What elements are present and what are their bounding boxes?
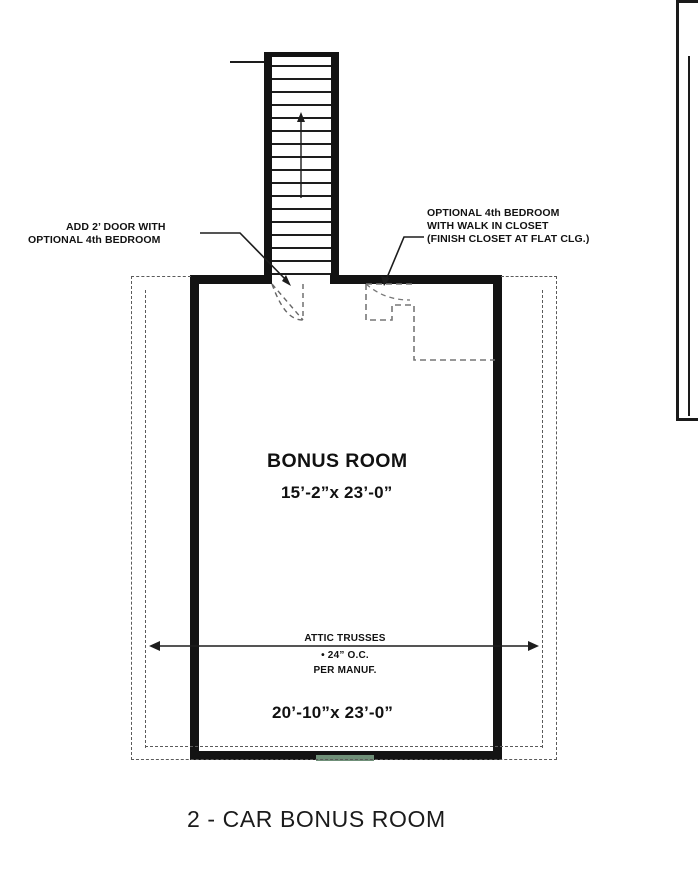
- dashed-outline-left: [131, 276, 132, 760]
- dashed-outline-top-left: [131, 276, 191, 277]
- page-edge-vertical-rule-outer: [676, 0, 679, 420]
- note-left-line1: ADD 2’ DOOR WITH: [66, 221, 166, 233]
- truss-note-line3: PER MANUF.: [313, 665, 377, 676]
- truss-note-line2: • 24” O.C.: [321, 650, 369, 661]
- garage-door-marker: [316, 755, 374, 761]
- stair-wall-left: [264, 52, 272, 284]
- stair-wall-right: [331, 52, 339, 284]
- note-right-line3: (FINISH CLOSET AT FLAT CLG.): [427, 233, 590, 245]
- dashed-outline-top-right: [501, 276, 557, 277]
- wall-top-left: [190, 275, 272, 284]
- truss-note-line1: ATTIC TRUSSES: [304, 633, 386, 644]
- dashed-outline-bottom: [131, 759, 557, 760]
- dashed-outline-right: [556, 276, 557, 760]
- note-left-line2: OPTIONAL 4th BEDROOM: [28, 234, 161, 246]
- note-right-line2: WITH WALK IN CLOSET: [427, 220, 549, 232]
- page-edge-horizontal-rule: [676, 418, 698, 421]
- stair-treads: [272, 57, 331, 275]
- dashed-outline-right-inner: [542, 290, 543, 748]
- page-edge-vertical-rule-inner: [688, 56, 690, 416]
- wall-left: [190, 275, 199, 760]
- note-right-line1: OPTIONAL 4th BEDROOM: [427, 207, 560, 219]
- dashed-outline-bottom-inner: [145, 746, 543, 747]
- room-dimension-bonus-room: 15’-2”x 23’-0”: [281, 483, 393, 502]
- plan-title: 2 - CAR BONUS ROOM: [187, 806, 446, 832]
- wall-right: [493, 275, 502, 760]
- room-label-bonus-room: BONUS ROOM: [267, 450, 408, 472]
- dashed-outline-left-inner: [145, 290, 146, 748]
- wall-top-right: [330, 275, 502, 284]
- garage-dimension-label: 20’-10”x 23’-0”: [272, 703, 394, 722]
- page-edge-top-rule: [676, 0, 698, 3]
